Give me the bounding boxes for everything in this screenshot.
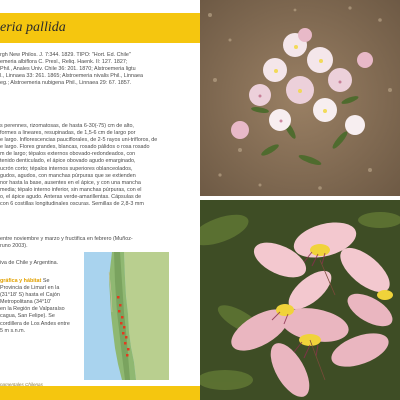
species-title: eria pallida	[0, 20, 66, 35]
description-line: tenido denticulado, el ápice obovado agudo emarginado,	[0, 158, 136, 165]
description-line: m de largo; tépalos externos obovado-redondeados, con	[0, 151, 136, 158]
distribution-heading-line	[0, 278, 80, 285]
synonym-line: l., Linnaea 33: 261. 1865; Alstroemeria nivalis Phil., Linnaea	[0, 73, 143, 80]
endemism-block	[0, 260, 80, 267]
synonyms-block	[0, 52, 198, 87]
distribution-line: 5 m s.n.m.	[0, 327, 26, 334]
description-line: con 6 costillas longitudinales oscuras. Semillas de 2,8-3 mm	[0, 201, 144, 208]
endemism-line: iva de Chile y Argentina.	[0, 260, 59, 266]
synonym-line: Phil., Anales Univ. Chile 36: 201. 1870; Alstroemeria ligtu	[0, 66, 136, 73]
distribution-line: en la Región de Valparaíso	[0, 306, 65, 313]
description-line: nor hasta la base, ausentes en el ápice, y con una mancha	[0, 179, 141, 186]
alstroemeria-closeup-image	[200, 200, 400, 400]
phenology-block	[0, 236, 198, 250]
alstroemeria-clump-image	[200, 0, 400, 196]
top-photo	[200, 0, 400, 196]
distribution-block	[0, 278, 80, 335]
description-line: gudos, agudos, con manchas púrpuras que se extienden	[0, 172, 136, 179]
distribution-line: cagua, San Felipe). Se	[0, 313, 55, 320]
description-line: media; tépalo interno inferior, sin manchas púrpuras, con el	[0, 186, 142, 193]
distribution-map	[84, 252, 169, 380]
description-line: e largo. Flores grandes, blancas, rosado pálidos o rosa rosado	[0, 144, 150, 151]
distribution-line: cordillera de Los Andes entre	[0, 320, 70, 327]
description-line: e largo. Inflorescencias pauciflorales, de 2-5 rayos uni-trifloros, de	[0, 137, 158, 144]
synonym-line: rgh New Philos. J. 7:344. 1829. TIPO: "Hort. Ed. Chile"	[0, 52, 131, 58]
description-line: s perennes, rizomatosas, de hasta 6-30(-75) cm de alto,	[0, 123, 134, 129]
bottom-photo	[200, 200, 400, 400]
description-line: formes a lineares, resupinadas, de 1,5-6 cm de largo por	[0, 130, 136, 137]
distribution-line: Metropolitana (34°10'	[0, 299, 52, 306]
distribution-line: (31°18' S) hasta el Cajón	[0, 292, 60, 299]
distribution-line: Provincia de Limarí en la	[0, 285, 60, 292]
chile-map-graphic	[84, 252, 169, 380]
distribution-line: Se	[42, 278, 50, 284]
description-line: ucrón corto; tépalos internos superiores oblanceolados,	[0, 165, 133, 172]
description-line: o, el ápice agudo. Anteras verde-amarillentas. Cápsulas de	[0, 193, 142, 200]
synonym-line: emeria albiflora C. Presl., Reliq. Haenk. II: 127. 1827;	[0, 59, 128, 66]
phenology-line: entre noviembre y marzo y fructifica en febrero (Muñoz-	[0, 236, 133, 242]
phenology-line: runo 2003).	[0, 243, 28, 250]
distribution-heading: gráfica y hábitat	[0, 278, 42, 284]
synonym-line: eg.; Alstroemeria nubigena Phil., Linnaea 29: 67. 1857.	[0, 80, 132, 87]
footer-bar	[0, 386, 200, 400]
description-block	[0, 123, 198, 208]
footer-text: namentales Chilenas	[0, 382, 43, 387]
